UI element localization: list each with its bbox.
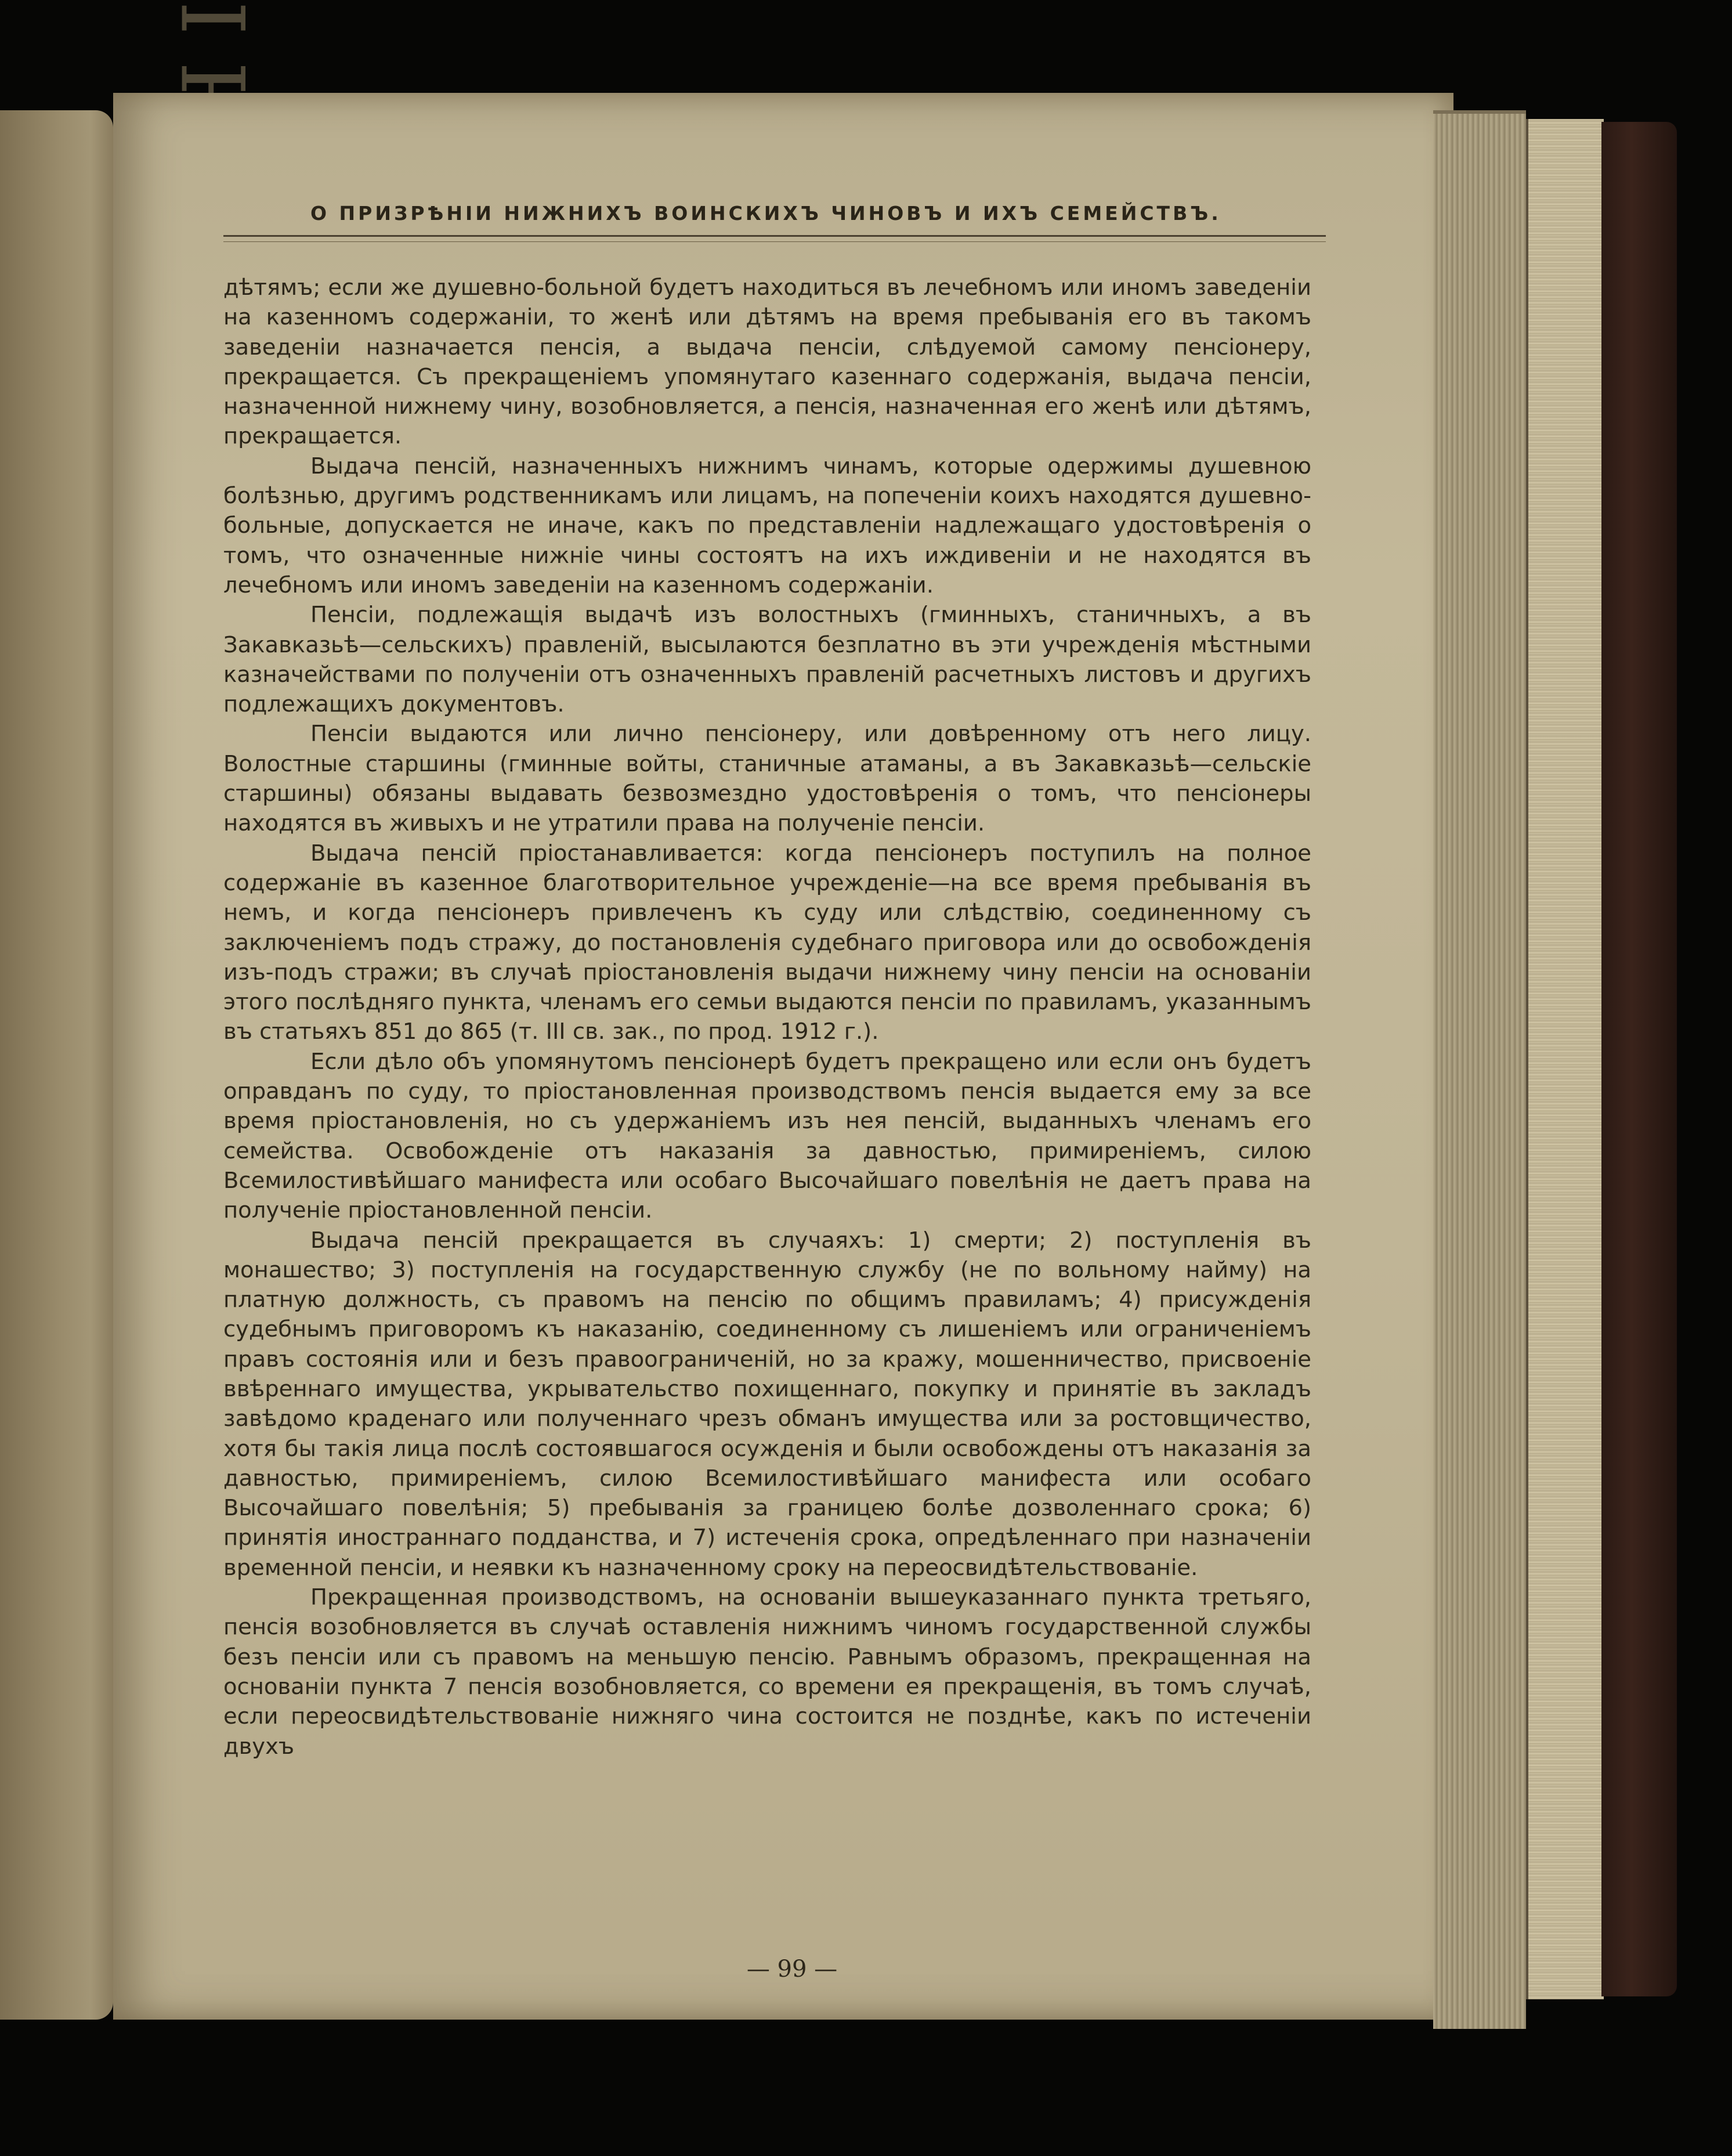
page-block-edge (1526, 119, 1604, 1999)
left-page-edge (0, 110, 113, 2020)
paragraph-4: Пенсіи выдаются или лично пенсіонеру, или довѣренному отъ него лицу. Волостные старшины (гминные войты, станичные атаманы, а въ Закавказьѣ—сельскіе старшины) обязаны выдавать безвозмездно удостовѣренія о томъ, что пенсіонеры находятся въ живыхъ и не утратили права на полученіе пенсіи. (223, 721, 1311, 837)
paragraph-5: Выдача пенсій пріостанавливается: когда пенсіонеръ поступилъ на полное содержаніе въ казенное благотворительное учрежденіе—на все время пребыванія въ немъ, и когда пенсіонеръ привлеченъ къ суду или слѣдствію, соединенному съ заключеніемъ подъ стражу, до постановленія судебнаго приговора или до освобожденія изъ-подъ стражи; въ случаѣ пріостановленія выдачи нижнему чину пенсіи на основаніи этого послѣдняго пункта, членамъ его семьи выдаются пенсіи по правиламъ, указаннымъ въ статьяхъ 851 до 865 (т. III св. зак., по прод. 1912 г.). (223, 840, 1311, 1045)
running-header: О ПРИЗРѢНІИ НИЖНИХЪ ВОИНСКИХЪ ЧИНОВЪ И ИХЪ СЕМЕЙСТВЪ. (310, 202, 1221, 225)
page-number: — 99 — (746, 1956, 838, 1982)
paragraph-7: Выдача пенсій прекращается въ случаяхъ: 1) смерти; 2) поступленія въ монашество; 3) поступленія на государственную службу (не по вольному найму) на платную должность, съ правомъ на пенсію по общимъ правиламъ; 4) присужденія судебнымъ приговоромъ къ наказанію, соединенному съ лишеніемъ или ограниченіемъ правъ состоянія или и безъ правоограниченій, но за кражу, мошенничество, присвоеніе ввѣреннаго имущества, укрывательство похищеннаго, покупку и принятіе въ закладъ завѣдомо краденаго или полученнаго чрезъ обманъ имущества или за ростовщичество, хотя бы такія лица послѣ состоявшагося осужденія и были освобождены отъ наказанія за давностью, примиреніемъ, силою Всемилостивѣйшаго манифеста или особаго Высочайшаго повелѣнія; 5) пребыванія за границею болѣе дозволеннаго срока; 6) принятія иностраннаго подданства, и 7) истеченія срока, опредѣленнаго при назначеніи временной пенсіи, и неявки къ назначенному сроку на переосвидѣтельствованіе. (223, 1227, 1311, 1581)
page-block-stack (1433, 110, 1526, 2029)
header-rule (223, 235, 1326, 242)
paragraph-8: Прекращенная производствомъ, на основаніи вышеуказаннаго пункта третьяго, пенсія возобновляется въ случаѣ оставленія нижнимъ чиномъ государственной службы безъ пенсіи или съ правомъ на меньшую пенсію. Равнымъ образомъ, прекращенная на основаніи пункта 7 пенсія возобновляется, со времени ея прекращенія, въ томъ случаѣ, если переосвидѣтельствованіе нижняго чина состоится не позднѣе, какъ по истеченіи двухъ (223, 1584, 1311, 1760)
book-cover (1601, 122, 1677, 1996)
paragraph-1: дѣтямъ; если же душевно-больной будетъ находиться въ лечебномъ или иномъ заведеніи на казенномъ содержаніи, то женѣ или дѣтямъ на время пребыванія его въ такомъ заведеніи назначается пенсія, а выдача пенсіи, слѣдуемой самому пенсіонеру, прекращается. Съ прекращеніемъ упомянутаго казеннаго содержанія, выдача пенсіи, назначенной нижнему чину, возобновляется, а пенсія, назначенная его женѣ или дѣтямъ, прекращается. (223, 275, 1311, 450)
body-text (223, 273, 1311, 1761)
paragraph-3: Пенсіи, подлежащія выдачѣ изъ волостныхъ (гминныхъ, станичныхъ, а въ Закавказьѣ—сельскихъ) правленій, высылаются безплатно въ эти учрежденія мѣстными казначействами по полученіи отъ означенныхъ правленій расчетныхъ листовъ и другихъ подлежащихъ документовъ. (223, 602, 1311, 718)
paragraph-6: Если дѣло объ упомянутомъ пенсіонерѣ будетъ прекращено или если онъ будетъ оправданъ по суду, то пріостановленная производствомъ пенсія выдается ему за все время пріостановленія, но съ удержаніемъ изъ нея пенсій, выданныхъ членамъ его семейства. Освобожденіе отъ наказанія за давностью, примиреніемъ, силою Всемилостивѣйшаго манифеста или особаго Высочайшаго повелѣнія не даетъ права на полученіе пріостановленной пенсіи. (223, 1048, 1311, 1224)
paragraph-2: Выдача пенсій, назначенныхъ нижнимъ чинамъ, которые одержимы душевною болѣзнью, другимъ родственникамъ или лицамъ, на попеченіи коихъ находятся душевно-больные, допускается не иначе, какъ по представленіи надлежащаго удостовѣренія о томъ, что означенные нижніе чины состоятъ на ихъ иждивеніи и не находятся въ лечебномъ или иномъ заведеніи на казенномъ содержаніи. (223, 453, 1311, 598)
